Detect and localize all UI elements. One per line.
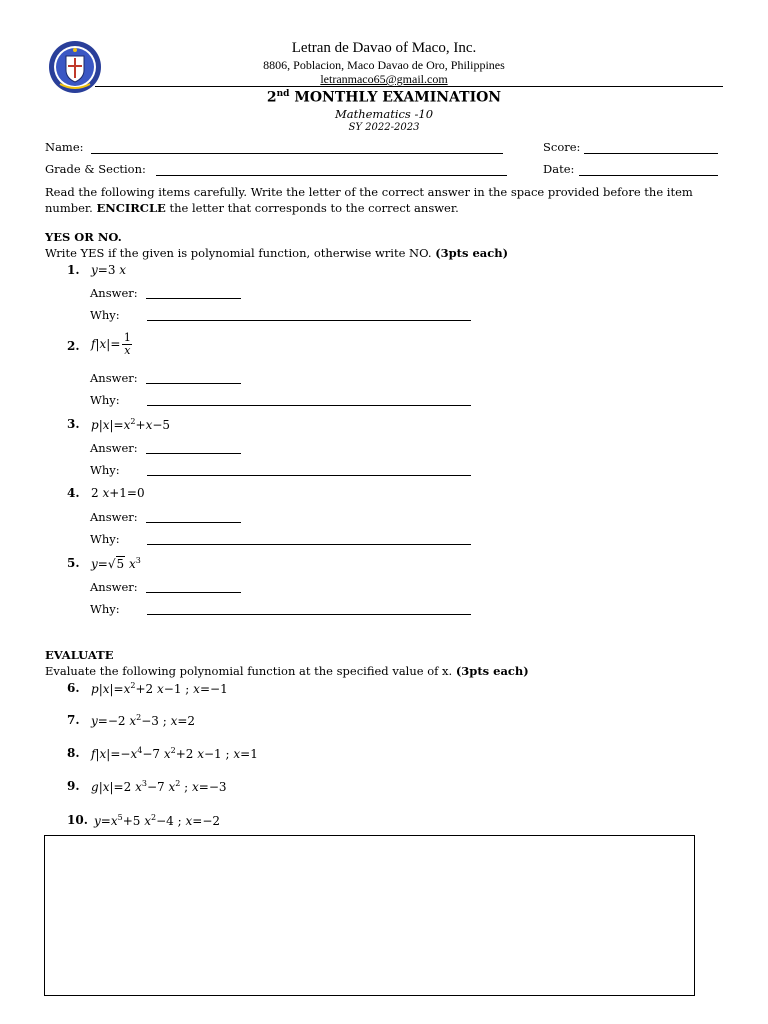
answer-blank[interactable] [146,592,241,593]
item-number: 3. [67,417,80,431]
item-number: 6. [67,681,80,695]
school-email-link[interactable]: letranmaco65@gmail.com [320,72,448,86]
item-number: 2. [67,339,80,353]
item-5-expression: y=√5 $x^3$ [91,556,141,571]
date-label: Date: [543,162,575,176]
date-field[interactable] [579,175,718,176]
instructions-text-after: the letter that corresponds to the correct answer. [165,201,459,215]
school-address: 8806, Poblacion, Maco Davao de Oro, Philippines [263,58,505,72]
answer-label: Answer: [90,580,138,594]
exam-title-suffix: nd [276,89,290,99]
score-label: Score: [543,140,581,154]
solution-box[interactable] [44,835,695,996]
section2-instruction-text: Evaluate the following polynomial function at the specified value of x. [45,664,456,678]
school-name: Letran de Davao of Maco, Inc. [291,40,477,56]
score-field[interactable] [584,153,718,154]
section-evaluate-heading: EVALUATE [45,648,114,662]
why-label: Why: [90,602,120,616]
why-label: Why: [90,463,120,477]
name-label: Name: [45,140,84,154]
item-number: 8. [67,746,80,760]
grade-section-field[interactable] [156,175,507,176]
item-2-expression: f|x|= $\frac{1}{x}$ [91,331,131,357]
item-8-expression: $f|x|=-x^4-7$ $x^2+2$ x−1 ; x=1 [91,746,258,761]
item-1-expression: y=3 x [91,263,127,277]
header-divider [95,86,723,87]
exam-title-ordinal: 2 [266,89,277,106]
item-3-expression: $p|x|=x^2+x-5$ [91,417,171,432]
section-yes-no-instruction [45,246,508,260]
item-7-expression: y=−2 $x^2-3$ ; x=2 [91,713,196,728]
general-instructions [45,184,725,216]
name-field[interactable] [91,153,503,154]
section-yes-no-heading: YES OR NO. [45,230,122,244]
item-4-expression: 2 x+1=0 [91,486,145,500]
grade-section-label: Grade & Section: [45,162,146,176]
item-9-expression: g|x|=2 $x^3-7$ $x^2$ ; x=−3 [91,779,227,794]
section1-instruction-text: Write YES if the given is polynomial function, otherwise write NO. [45,246,436,260]
section-evaluate-instruction [45,664,529,678]
item-number: 9. [67,779,80,793]
answer-label: Answer: [90,510,138,524]
section1-points: (3pts each) [435,246,509,260]
item-number: 4. [67,486,80,500]
why-blank[interactable] [147,405,471,406]
why-label: Why: [90,393,120,407]
item-10-expression: $y=x^5+5$ $x^2-4$ ; x=−2 [94,813,221,828]
section2-points: (3pts each) [455,664,529,678]
why-label: Why: [90,532,120,546]
why-blank[interactable] [147,614,471,615]
item-6-expression: $p|x|=x^2+2$ x−1 ; x=−1 [91,681,228,696]
answer-blank[interactable] [146,522,241,523]
answer-label: Answer: [90,286,138,300]
school-year-label: SY 2022-2023 [348,122,420,133]
answer-blank[interactable] [146,383,241,384]
why-label: Why: [90,308,120,322]
exam-title-text: MONTHLY EXAMINATION [289,89,502,106]
instructions-text-before: Read the following items carefully. Write the letter of the correct answer in the space provided before the item number. [45,185,693,215]
subject-label: Mathematics -10 [334,107,434,121]
answer-blank[interactable] [146,453,241,454]
item-number: 5. [67,556,80,570]
item-number: 10. [67,813,88,827]
answer-label: Answer: [90,371,138,385]
why-blank[interactable] [147,475,471,476]
answer-blank[interactable] [146,298,241,299]
instructions-emphasis: ENCIRCLE [96,201,166,215]
why-blank[interactable] [147,544,471,545]
item-number: 7. [67,713,80,727]
why-blank[interactable] [147,320,471,321]
exam-title [0,89,768,106]
item-number: 1. [67,263,80,277]
answer-label: Answer: [90,441,138,455]
